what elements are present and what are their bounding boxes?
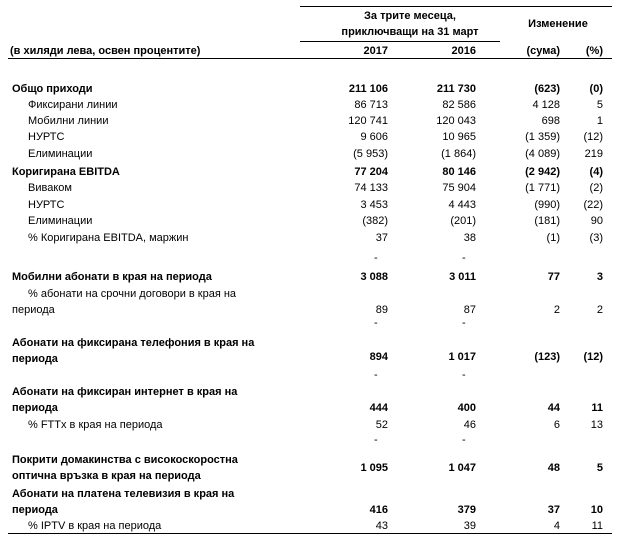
dash-placeholder: -	[374, 252, 378, 264]
row-value-pct: (3)	[589, 232, 603, 244]
row-value-v2016: 46	[463, 419, 476, 431]
row-label: % FTTx в края на периода	[28, 419, 163, 431]
row-value-v2016: 400	[457, 402, 476, 414]
row-value-v2017: 52	[375, 419, 388, 431]
row-value-v2016: 10 965	[442, 131, 476, 143]
dash-placeholder: -	[374, 434, 378, 446]
row-value-amount: (123)	[534, 351, 560, 363]
period-header-line2: приключващи на 31 март	[341, 26, 479, 38]
row-value-amount: (1 771)	[525, 182, 560, 194]
row-value-v2017: 43	[375, 520, 388, 532]
row-value-amount: (623)	[534, 83, 560, 95]
row-label: периода	[12, 402, 58, 414]
row-value-amount: (990)	[534, 199, 560, 211]
row-label: % IPTV в края на периода	[28, 520, 162, 532]
year-2016-header: 2016	[451, 45, 476, 57]
row-value-v2017: 9 606	[360, 131, 388, 143]
row-value-pct: 3	[596, 271, 603, 283]
row-value-v2016: (201)	[450, 215, 476, 227]
row-value-amount: 37	[547, 504, 560, 516]
row-value-pct: (12)	[583, 351, 603, 363]
row-value-v2017: 3 453	[360, 199, 388, 211]
row-label: НУРТС	[28, 199, 65, 211]
row-value-v2017: 444	[369, 402, 388, 414]
row-value-amount: 2	[553, 304, 560, 316]
row-value-v2017: 89	[375, 304, 388, 316]
row-value-amount: 6	[553, 419, 560, 431]
amount-header: (сума)	[526, 45, 560, 57]
row-value-v2017: 120 741	[348, 115, 388, 127]
row-label: % абонати на срочни договори в края на	[28, 288, 237, 300]
row-value-pct: (2)	[589, 182, 603, 194]
dash-placeholder: -	[462, 317, 466, 329]
row-value-v2017: 894	[369, 351, 388, 363]
row-value-pct: (22)	[583, 199, 603, 211]
row-label: Абонати на фиксиран интернет в края на	[12, 386, 238, 398]
row-value-pct: 90	[590, 215, 603, 227]
row-label: Мобилни линии	[28, 115, 109, 127]
row-label: оптична връзка в края на периода	[12, 470, 201, 482]
row-value-pct: 11	[591, 402, 603, 414]
row-value-v2016: 1 047	[448, 462, 476, 474]
row-value-v2017: 37	[375, 232, 388, 244]
row-value-v2016: 3 011	[449, 271, 476, 283]
row-value-pct: (4)	[589, 166, 603, 178]
dash-placeholder: -	[462, 369, 466, 381]
row-value-amount: (181)	[534, 215, 560, 227]
row-value-amount: 44	[547, 402, 560, 414]
row-value-pct: (12)	[583, 131, 603, 143]
row-label: Елиминации	[28, 215, 93, 227]
header-bottom-rule	[8, 58, 612, 59]
row-label: Фиксирани линии	[28, 99, 118, 111]
row-label: НУРТС	[28, 131, 65, 143]
row-value-amount: 4 128	[532, 99, 560, 111]
row-value-pct: 11	[591, 520, 603, 532]
row-value-amount: 698	[541, 115, 560, 127]
dash-placeholder: -	[374, 317, 378, 329]
row-value-v2017: 416	[369, 504, 388, 516]
row-value-pct: (0)	[589, 83, 603, 95]
row-value-pct: 219	[584, 148, 603, 160]
row-value-v2017: 86 713	[354, 99, 388, 111]
table-bottom-rule	[8, 533, 612, 534]
units-note: (в хиляди лева, освен процентите)	[10, 45, 201, 57]
row-label: Мобилни абонати в края на периода	[12, 271, 212, 283]
row-value-v2016: 4 443	[448, 199, 476, 211]
row-label: Елиминации	[28, 148, 93, 160]
row-label: Общо приходи	[12, 83, 93, 95]
row-value-v2017: 3 088	[360, 271, 388, 283]
row-label: Покрити домакинства с високоскоростна	[12, 454, 238, 466]
row-value-v2017: (382)	[362, 215, 388, 227]
dash-placeholder: -	[462, 252, 466, 264]
year-2017-header: 2017	[363, 45, 388, 57]
row-value-amount: (1 359)	[525, 131, 560, 143]
row-label: Абонати на фиксирана телефония в края на	[12, 337, 255, 349]
row-label: периода	[12, 353, 58, 365]
row-value-amount: 4	[553, 520, 560, 532]
header-top-rule	[300, 6, 612, 7]
row-value-v2017: 211 106	[348, 83, 388, 95]
row-value-v2016: 39	[463, 520, 476, 532]
row-value-v2016: 1 017	[448, 351, 476, 363]
dash-placeholder: -	[374, 369, 378, 381]
row-value-pct: 1	[596, 115, 603, 127]
row-value-v2016: 211 730	[436, 83, 476, 95]
row-label: Абонати на платена телевизия в края на	[12, 488, 235, 500]
row-label: Виваком	[28, 182, 72, 194]
row-value-v2017: 74 133	[354, 182, 388, 194]
row-value-pct: 2	[596, 304, 603, 316]
row-label: % Коригирана EBITDA, маржин	[28, 232, 189, 244]
row-label: периода	[12, 304, 55, 316]
row-value-v2016: 75 904	[442, 182, 476, 194]
row-value-v2016: 38	[463, 232, 476, 244]
row-value-v2017: (5 953)	[353, 148, 388, 160]
row-label: Коригирана EBITDA	[12, 166, 120, 178]
row-value-amount: (2 942)	[525, 166, 560, 178]
dash-placeholder: -	[462, 434, 466, 446]
percent-header: (%)	[585, 45, 603, 57]
row-value-pct: 5	[596, 462, 603, 474]
row-value-v2016: 82 586	[442, 99, 476, 111]
row-value-v2016: 80 146	[442, 166, 476, 178]
row-value-v2016: 87	[463, 304, 476, 316]
row-value-pct: 5	[596, 99, 603, 111]
row-value-pct: 10	[590, 504, 603, 516]
row-value-amount: 48	[547, 462, 560, 474]
row-label: периода	[12, 504, 58, 516]
change-header: Изменение	[528, 18, 588, 30]
row-value-amount: (4 089)	[525, 148, 560, 160]
row-value-amount: 77	[547, 271, 560, 283]
header-year-rule	[300, 41, 500, 42]
period-header-line1: За трите месеца,	[364, 10, 456, 22]
row-value-v2016: 120 043	[436, 115, 476, 127]
row-value-v2016: (1 864)	[441, 148, 476, 160]
row-value-pct: 13	[590, 419, 603, 431]
row-value-v2016: 379	[457, 504, 476, 516]
row-value-v2017: 1 095	[360, 462, 388, 474]
row-value-amount: (1)	[546, 232, 560, 244]
row-value-v2017: 77 204	[354, 166, 388, 178]
